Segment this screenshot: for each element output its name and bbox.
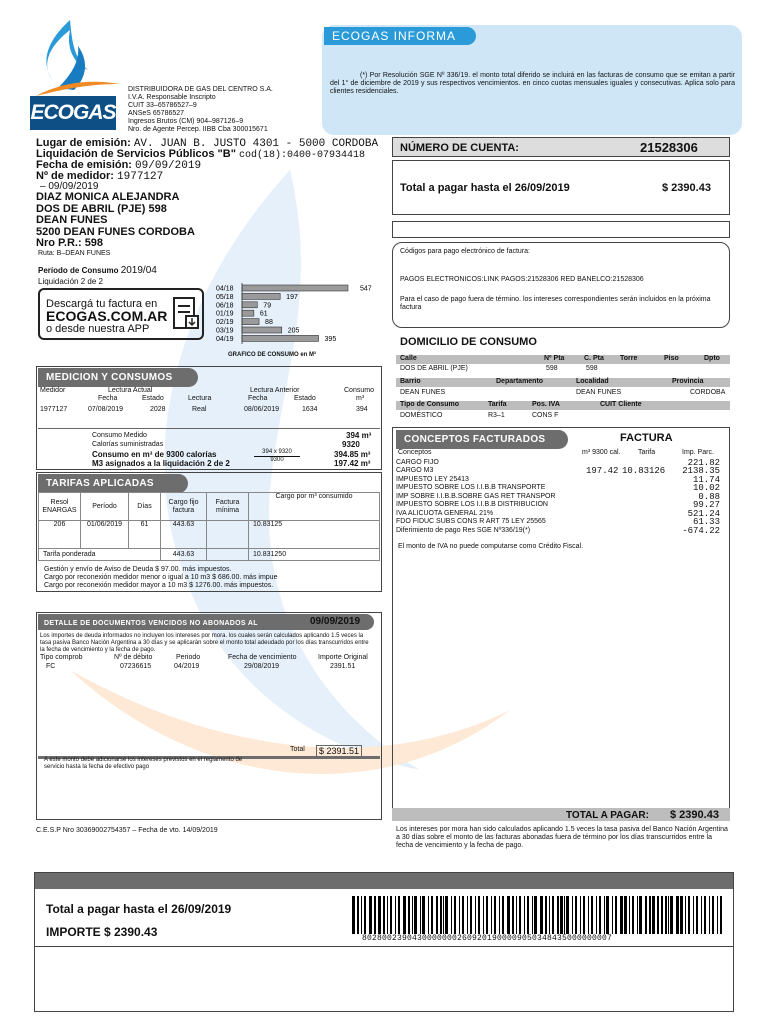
- domicilio-title: DOMICILIO DE CONSUMO: [400, 336, 537, 348]
- meter-number: Nº de medidor: 1977127: [36, 170, 164, 183]
- barcode-bar: [436, 896, 438, 934]
- barcode-bar: [552, 896, 554, 934]
- tarifas-header-cell: Resol ENARGAS: [39, 493, 81, 521]
- interest-note: Los intereses por mora han sido calculados aplicando 1.5 veces la tasa pasiva del Banco Nación Argentina a 30 días sobre el monto de las facturas abonadas fuera de término por los días transcurridos entre la fecha de vencimiento y la fecha de pago.: [396, 826, 728, 849]
- company-info: DISTRIBUIDORA DE GAS DEL CENTRO S.A. I.V.A. Responsable Inscripto CUIT 33–65786527–9 ANSeS 65786527 Ingresos Brutos (CM) 904–987126–9 Nro. de Agente Percep. IIBB Cba 300015671: [128, 86, 273, 133]
- chart-tick-label: 02/19: [216, 319, 234, 327]
- barcode-bar: [467, 896, 468, 934]
- barcode-bar: [357, 896, 359, 934]
- barcode-bar: [612, 896, 613, 934]
- medicion-title: MEDICION Y CONSUMOS: [38, 368, 198, 387]
- tarifas-notes: Gestión y envío de Aviso de Deuda $ 97.00. más impuestos. Cargo por reconexión medidor menor o igual a 10 m3 $ 686.00. más impue Cargo por reconexión medidor mayor a 10 m3 $ 1276.00. más impuestos.: [44, 566, 278, 589]
- barcode-bar: [390, 896, 392, 934]
- barcode-bar: [632, 896, 634, 934]
- barcode-bar: [712, 896, 714, 934]
- payment-line1: Códigos para pago electrónico de factura:: [400, 248, 530, 255]
- detalle-total-label: Total: [290, 746, 305, 753]
- chart-data-label: 205: [287, 327, 300, 335]
- barcode-bar: [599, 896, 601, 934]
- barcode-bar: [519, 896, 521, 934]
- consumption-chart: [214, 282, 384, 362]
- barcode-bar: [454, 896, 456, 934]
- barcode-bar: [486, 896, 488, 934]
- barcode-bar: [445, 896, 448, 934]
- stub-divider: [35, 946, 733, 947]
- chart-tick-label: 01/19: [216, 310, 234, 318]
- route: Ruta: B–DEAN FUNES: [38, 250, 111, 257]
- barcode-bar: [670, 896, 673, 934]
- table-row: IVA ALICUOTA GENERAL 21% 521.24: [396, 508, 720, 519]
- table-row: CARGO M3 197.42 10.83126 2138.35: [396, 466, 720, 476]
- promo-line1: Descargá tu factura en: [46, 298, 158, 310]
- ecogas-flame-icon: [30, 18, 122, 98]
- barcode-bar: [408, 896, 410, 934]
- barcode-bar: [395, 896, 396, 934]
- detalle-note: Los importes de deuda informados no incluyen los intereses por mora. los cuales serán calculados aplicando 1.5 veces la tasa pasiva Banco Nación Argentina a 30 días y se aplicarán sobre el monto total adeudado por los días transcurridos entre la fecha de vencimiento y la fecha de pago.: [40, 633, 369, 653]
- payment-line3: Para el caso de pago fuera de término. los intereses correspondientes serán incluidos en la próxima factura: [400, 296, 711, 311]
- invoice-download-icon: [172, 296, 200, 332]
- barcode-bar: [704, 896, 706, 934]
- info-title: ECOGAS INFORMA: [324, 27, 476, 45]
- chart-caption: GRAFICO DE CONSUMO en M³: [228, 352, 316, 358]
- stub-total-line: Total a pagar hasta el 26/09/2019: [46, 902, 232, 916]
- barcode-bar: [701, 896, 702, 934]
- barcode-bar: [478, 896, 480, 934]
- domicilio-row-1: DOS DE ABRIL (PJE) 598 598: [400, 365, 598, 372]
- table-row: FDO FIDUC SUBS CONS R ART 75 LEY 25565 61.33: [396, 517, 720, 527]
- barcode-bar: [717, 896, 718, 934]
- barcode-bar: [462, 896, 464, 934]
- barcode-bar: [637, 896, 638, 934]
- domicilio-header-1: Calle Nº Pta C. Pta Torre Piso Dpto: [396, 355, 730, 364]
- tarifas-header-cell: Período: [81, 493, 129, 521]
- chart-tick-label: 05/18: [216, 293, 234, 301]
- barcode-bar: [693, 896, 694, 934]
- barcode-bar: [580, 896, 581, 934]
- chart-tick-label: 04/18: [216, 285, 234, 293]
- barcode-bar: [475, 896, 476, 934]
- iva-note: El monto de IVA no puede computarse como Crédito Fiscal.: [398, 543, 584, 550]
- table-row: IMPUESTO SOBRE LOS I.I.B.B DISTRIBUCION 99.27: [396, 500, 720, 510]
- barcode-bar: [527, 896, 529, 934]
- medicion-sub-headers: Fecha Estado Lectura Fecha Estado m³: [98, 395, 365, 402]
- barcode-bar: [620, 896, 623, 934]
- detalle-date: 09/09/2019: [310, 616, 361, 627]
- stub-importe: IMPORTE $ 2390.43: [46, 925, 158, 939]
- barcode-bar: [403, 896, 406, 934]
- barcode-bar: [512, 896, 514, 934]
- barcode-bar: [676, 896, 679, 934]
- chart-bar: [242, 285, 348, 291]
- calorias: Calorías suministradas: [92, 441, 164, 448]
- barcode-bar: [451, 896, 452, 934]
- tarifas-title: TARIFAS APLICADAS: [38, 474, 188, 493]
- barcode-bar: [459, 896, 460, 934]
- stub-top-bar: [35, 873, 733, 889]
- m3-asignados-value: 197.42 m³: [334, 459, 371, 468]
- info-text: (*) Por Resolución SGE Nº 336/19. el monto total diferido se incluirá en las facturas de consumo que se emitan a partir del 1° de diciembre de 2019 y sus respectivos vencimientos. en cinco cuotas mensuales iguales y consecutivas. Aplica solo para clientes residenciales.: [330, 72, 735, 95]
- promo-line3: o desde nuestra APP: [46, 323, 150, 335]
- chart-tick-label: 04/19: [216, 335, 234, 343]
- barcode-bar: [387, 896, 388, 934]
- barcode-bar: [524, 896, 525, 934]
- barcode-bar: [483, 896, 484, 934]
- barcode-bar: [549, 896, 550, 934]
- barcode-bar: [398, 896, 400, 934]
- chart-data-label: 61: [259, 310, 268, 318]
- barcode-bar: [414, 896, 417, 934]
- detalle-row: FC 07236615 04/2019 29/08/2019 2391.51: [46, 663, 356, 670]
- barcode-bar: [443, 896, 444, 934]
- barcode: [352, 896, 728, 934]
- barcode-bar: [604, 896, 605, 934]
- barcode-bar: [516, 896, 517, 934]
- barcode-bar: [499, 896, 500, 934]
- tarifas-header-cell: Factura mínima: [207, 493, 249, 521]
- total-value: $ 2390.43: [670, 809, 719, 821]
- barcode-bar: [532, 896, 533, 934]
- barcode-bar: [412, 896, 413, 934]
- barcode-bar: [572, 896, 573, 934]
- detalle-footnote: A este monto debe adicionarse los intereses previstos en el reglamento de servicio hasta la fecha de efectivo pago: [44, 757, 243, 770]
- conceptos-list: [396, 459, 720, 535]
- barcode-bar: [502, 896, 504, 934]
- barcode-bar: [588, 896, 589, 934]
- tarifas-header-cell: Cargo por m³ consumido: [249, 493, 380, 521]
- customer-address: DIAZ MONICA ALEJANDRA DOS DE ABRIL (PJE) 598 DEAN FUNES 5200 DEAN FUNES CORDOBA Nro P.R.: 598: [36, 191, 195, 249]
- consumo-medido: Consumo Medido: [92, 432, 147, 439]
- barcode-bar: [494, 896, 496, 934]
- barcode-bar: [709, 896, 710, 934]
- barcode-bar: [507, 896, 510, 934]
- conceptos-title: CONCEPTOS FACTURADOS: [396, 430, 568, 449]
- barcode-bar: [696, 896, 698, 934]
- barcode-number: 80280023904300000002609201900009050348435000000007: [362, 934, 613, 943]
- blank-strip: [392, 221, 730, 238]
- chart-bar: [242, 327, 282, 333]
- chart-bar: [242, 335, 319, 341]
- chart-bar: [242, 310, 254, 316]
- barcode-bar: [431, 896, 433, 934]
- barcode-bar: [596, 896, 597, 934]
- barcode-bar: [540, 896, 543, 934]
- medicion-row: 1977127 07/08/2019 2028 Real 08/06/2019 1634 394: [40, 406, 368, 413]
- date-line: – 09/09/2019: [40, 181, 99, 192]
- barcode-bar: [566, 896, 569, 934]
- chart-tick-label: 03/19: [216, 327, 234, 335]
- emission-date: Fecha de emisión: 09/09/2019: [36, 159, 202, 172]
- table-row: IMP SOBRE I.I.B.B.SOBRE GAS RET TRANSPOR 0.88: [396, 491, 720, 502]
- total-top-label: Total a pagar hasta el 26/09/2019: [400, 182, 570, 194]
- barcode-bar: [575, 896, 577, 934]
- emission-place: Lugar de emisión: AV. JUAN B. JUSTO 4301 - 5000 CORDOBA: [36, 137, 379, 150]
- barcode-bar: [583, 896, 585, 934]
- barcode-bar: [639, 896, 642, 934]
- barcode-bar: [428, 896, 429, 934]
- tarifas-header-cell: Cargo fijo factura: [161, 493, 207, 521]
- barcode-bar: [624, 896, 627, 934]
- barcode-bar: [649, 896, 651, 934]
- consumo-medido-value: 394 m³: [346, 431, 372, 440]
- table-row: IMPUESTO LEY 25413 11.74: [396, 474, 720, 485]
- liquidation-code: Liquidación de Servicios Públicos "B" cod(18):0400-07934418: [36, 148, 366, 161]
- barcode-bar: [564, 896, 565, 934]
- chart-data-label: 395: [324, 335, 337, 343]
- detalle-headers: Tipo comprob Nº de débito Periodo Fecha de vencimiento Importe Original: [40, 654, 368, 661]
- barcode-bar: [534, 896, 537, 934]
- conceptos-header: Conceptos m³ 9300 cal. Tarifa Imp. Parc.: [398, 449, 714, 456]
- domicilio-row-2: DEAN FUNES DEAN FUNES CORDOBA: [400, 389, 726, 396]
- consumption-period: Período de Consumo 2019/04: [38, 265, 157, 276]
- consumo-9300-value: 394.85 m³: [334, 450, 371, 459]
- tarifas-header-cell: Días: [129, 493, 161, 521]
- liquidation-number: Liquidación 2 de 2: [38, 277, 103, 286]
- barcode-bar: [661, 896, 663, 934]
- calorias-value: 9320: [342, 440, 360, 449]
- chart-bar: [242, 302, 257, 308]
- barcode-bar: [420, 896, 421, 934]
- detalle-title-bar: DETALLE DE DOCUMENTOS VENCIDOS NO ABONADOS AL: [38, 614, 374, 630]
- barcode-bar: [591, 896, 593, 934]
- m3-asignados: M3 asignados a la liquidación 2 de 2: [92, 459, 230, 468]
- barcode-bar: [545, 896, 547, 934]
- barcode-bar: [657, 896, 659, 934]
- table-row: Diferimiento de pago Res SGE Nº336/19(*) -674.22: [396, 525, 720, 536]
- barcode-bar: [685, 896, 686, 934]
- barcode-bar: [680, 896, 683, 934]
- account-label: NÚMERO DE CUENTA:: [400, 142, 519, 154]
- barcode-bar: [560, 896, 563, 934]
- cesp-line: C.E.S.P Nro 30369002754357 – Fecha de vto. 14/09/2019: [36, 827, 218, 834]
- barcode-bar: [606, 896, 609, 934]
- barcode-bar: [383, 896, 385, 934]
- consumo-9300: Consumo en m³ de 9300 calorías: [92, 450, 217, 459]
- domicilio-header-3: Tipo de Consumo Tarifa Pos. IVA CUIT Cliente: [396, 401, 730, 410]
- barcode-bar: [720, 896, 722, 934]
- barcode-bar: [361, 896, 362, 934]
- ecogas-logo: ECOGAS: [30, 96, 116, 130]
- barcode-bar: [668, 896, 669, 934]
- table-row: IMPUESTO SOBRE LOS I.I.B.B TRANSPORTE 10.02: [396, 483, 720, 493]
- chart-data-label: 547: [360, 285, 372, 293]
- barcode-bar: [688, 896, 690, 934]
- detalle-total-value: $ 2391.51: [316, 745, 362, 757]
- barcode-bar: [364, 896, 366, 934]
- barcode-bar: [629, 896, 630, 934]
- total-top-value: $ 2390.43: [662, 182, 711, 194]
- chart-bar: [242, 293, 280, 299]
- chart-bar: [242, 319, 259, 325]
- barcode-bar: [645, 896, 647, 934]
- barcode-bar: [615, 896, 617, 934]
- tarifas-table: Resol ENARGAS Período Días Cargo fijo factura Factura mínima Cargo por m³ consumido 206 01/06/2019 61 443.63 10.83125 Tarifa ponderada 443.63 10.831250: [38, 492, 380, 561]
- account-number: 21528306: [640, 140, 698, 155]
- table-row: CARGO FIJO 221.82: [396, 458, 720, 468]
- barcode-bar: [369, 896, 372, 934]
- barcode-bar: [440, 896, 442, 934]
- medicion-group-headers: Medidor Lectura Actual Lectura Anterior Consumo: [40, 387, 374, 394]
- payment-line2: PAGOS ELECTRONICOS:LINK PAGOS:21528306 RED BANELCO:21528306: [400, 276, 644, 283]
- promo-line2: ECOGAS.COM.AR: [46, 308, 168, 324]
- barcode-bar: [491, 896, 492, 934]
- barcode-bar: [378, 896, 381, 934]
- barcode-bar: [352, 896, 355, 934]
- barcode-bar: [374, 896, 376, 934]
- barcode-bar: [557, 896, 559, 934]
- chart-tick-label: 06/18: [216, 302, 234, 310]
- domicilio-header-2: Barrio Departamento Localidad Provincia: [396, 378, 730, 387]
- barcode-bar: [470, 896, 472, 934]
- total-label: TOTAL A PAGAR:: [566, 810, 649, 821]
- chart-data-label: 197: [286, 293, 298, 301]
- chart-data-label: 88: [265, 319, 273, 327]
- domicilio-row-3: DOMÉSTICO R3–1 CONS F: [400, 412, 559, 419]
- conversion-fraction: 394 x 9320 9300: [254, 449, 300, 464]
- barcode-bar: [665, 896, 667, 934]
- barcode-bar: [652, 896, 655, 934]
- chart-data-label: 79: [263, 302, 272, 310]
- barcode-bar: [422, 896, 425, 934]
- factura-label: FACTURA: [620, 432, 673, 444]
